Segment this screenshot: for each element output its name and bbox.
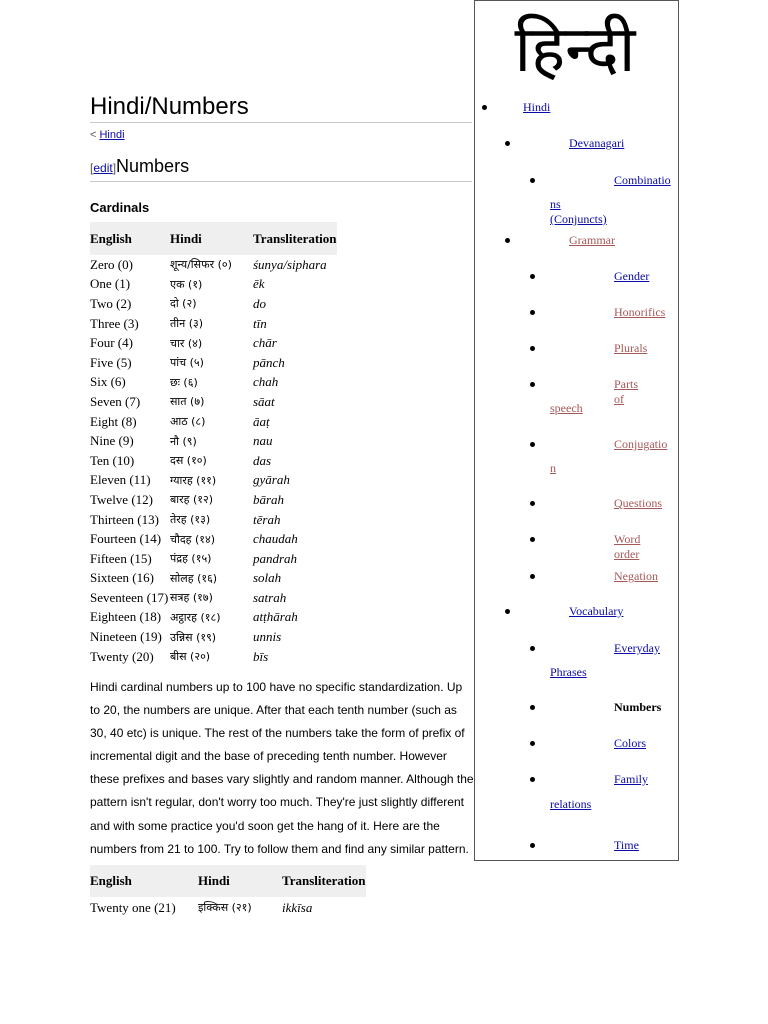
sidebar-link[interactable]: ns (Conjuncts) <box>550 197 607 226</box>
table-row <box>90 569 337 589</box>
table-row <box>90 412 337 432</box>
cell-transliteration: tīn <box>253 315 267 331</box>
table-header-row <box>90 222 337 255</box>
cell-hindi: सत्रह (१७) <box>170 591 213 605</box>
cell-hindi: दस (१०) <box>170 454 207 468</box>
cell-english: Fifteen (15) <box>90 550 152 566</box>
cell-english: Seven (7) <box>90 393 141 409</box>
cell-hindi: शून्य/सिफर (०) <box>170 258 232 272</box>
cell-english: Eight (8) <box>90 413 137 429</box>
bullet-icon <box>530 346 535 351</box>
sidebar-link[interactable]: Vocabulary <box>569 604 624 618</box>
cell-transliteration: nau <box>253 433 273 449</box>
bullet-icon <box>505 609 510 614</box>
edit-link[interactable]: edit <box>93 161 113 175</box>
cell-hindi: चार (४) <box>170 336 203 350</box>
cell-transliteration: atṭhārah <box>253 609 298 625</box>
table-row <box>90 353 337 373</box>
bullet-icon <box>530 646 535 651</box>
cell-hindi: सोलह (१६) <box>170 571 218 585</box>
col-header-transliteration: Transliteration <box>282 865 366 897</box>
breadcrumb-link-hindi[interactable]: Hindi <box>99 129 125 141</box>
cell-hindi: तीन (३) <box>170 317 204 331</box>
table-row <box>90 333 337 353</box>
breadcrumb-prefix: < <box>90 129 100 141</box>
bullet-icon <box>530 382 535 387</box>
cell-transliteration: pānch <box>253 354 285 370</box>
table-row <box>90 529 337 549</box>
sidebar-link[interactable]: speech <box>550 401 583 415</box>
table-row <box>90 608 337 628</box>
sidebar-link[interactable]: relations <box>550 797 592 811</box>
sidebar-link[interactable]: Parts of <box>614 377 638 406</box>
hindi-navigation-box <box>474 0 679 861</box>
cell-transliteration: tērah <box>253 511 281 527</box>
cell-english: Twelve (12) <box>90 491 153 507</box>
sidebar-link: Numbers <box>614 700 662 714</box>
sidebar-link[interactable]: Plurals <box>614 341 648 355</box>
numbers-paragraph: Hindi cardinal numbers up to 100 have no specific standardization. Up to 20, the numbers are unique. After that each tenth number (such as 30, 40 etc) is unique. The rest of the numbers take the form of prefix of incremental digit and the base of preceding tenth number. However these prefixes and bases vary slightly and random manner. Although the pattern isn't regular, don't worry too much. They're just slightly different and with some practice you'd soon get the hang of it. Here are the numbers from 21 to 100. Try to follow them and find any similar pattern. <box>90 680 474 856</box>
table-header-row <box>90 865 366 897</box>
table-row <box>90 451 337 471</box>
cell-english: Nine (9) <box>90 433 134 449</box>
sidebar-link[interactable]: Family <box>614 772 649 786</box>
sidebar-link[interactable]: Grammar <box>569 233 615 247</box>
logo-text: हिन्दी <box>514 13 636 87</box>
cell-hindi: बीस (२०) <box>170 650 211 664</box>
cell-english: Zero (0) <box>90 256 133 272</box>
cell-hindi: ग्यारह (११) <box>170 473 217 487</box>
sidebar-link[interactable]: Word order <box>614 532 641 561</box>
cell-english: Sixteen (16) <box>90 570 154 586</box>
bullet-icon <box>530 310 535 315</box>
cell-hindi: पांच (५) <box>170 356 204 370</box>
table-row <box>90 294 337 314</box>
cell-hindi: छः (६) <box>170 375 198 389</box>
table-row <box>90 392 337 412</box>
cell-english: Twenty (20) <box>90 648 154 664</box>
table-row <box>90 471 337 491</box>
bullet-icon <box>482 105 487 110</box>
sidebar-link[interactable]: Time <box>614 838 639 852</box>
bullet-icon <box>530 537 535 542</box>
edit-link-wrapper: [edit] <box>90 161 117 175</box>
cell-hindi: नौ (९) <box>170 434 197 448</box>
cardinals-label: Cardinals <box>90 200 150 215</box>
cell-transliteration: chār <box>253 335 277 351</box>
table-row <box>90 588 337 608</box>
col-header-english: English <box>90 222 170 255</box>
bullet-icon <box>530 705 535 710</box>
col-header-hindi: Hindi <box>170 222 253 255</box>
table-row <box>90 314 337 334</box>
cell-english: Fourteen (14) <box>90 531 162 547</box>
table-row <box>90 275 337 295</box>
cell-english: Nineteen (19) <box>90 629 162 645</box>
bullet-icon <box>530 741 535 746</box>
sidebar-link[interactable]: Questions <box>614 496 662 510</box>
sidebar-link[interactable]: Phrases <box>550 665 587 679</box>
cell-english: Thirteen (13) <box>90 511 159 527</box>
cell-transliteration: śunya/siphara <box>253 256 327 272</box>
cell-hindi: दो (२) <box>170 297 197 311</box>
sidebar-link[interactable]: Colors <box>614 736 647 750</box>
table-row <box>90 431 337 451</box>
sidebar-link[interactable]: Everyday <box>614 641 660 655</box>
cell-transliteration: ēk <box>253 276 265 292</box>
cell-hindi: इक्किस (२१) <box>198 901 252 914</box>
cell-transliteration: pandrah <box>253 550 298 566</box>
bullet-icon <box>530 178 535 183</box>
bullet-icon <box>505 141 510 146</box>
cell-hindi: तेरह (१३) <box>170 513 211 527</box>
sidebar-link[interactable]: Gender <box>614 269 650 283</box>
cell-hindi: अट्ठारह (१८) <box>170 610 221 624</box>
sidebar-link[interactable]: Honorifics <box>614 305 666 319</box>
sidebar-link[interactable]: Combinatio <box>614 173 671 187</box>
cell-english: One (1) <box>90 276 131 292</box>
col-header-transliteration: Transliteration <box>253 222 337 255</box>
cell-english: Twenty one (21) <box>90 899 176 915</box>
section-heading <box>90 156 472 182</box>
cell-english: Three (3) <box>90 315 139 331</box>
breadcrumb <box>90 129 125 141</box>
cell-english: Eleven (11) <box>90 472 151 488</box>
cell-hindi: एक (१) <box>170 277 203 291</box>
table-row <box>90 373 337 393</box>
sidebar-link[interactable]: n <box>550 461 556 475</box>
cell-transliteration: sāat <box>253 393 275 409</box>
bullet-icon <box>530 777 535 782</box>
table-row <box>90 490 337 510</box>
cell-english: Two (2) <box>90 295 132 311</box>
col-header-hindi: Hindi <box>198 865 282 897</box>
cell-transliteration: satrah <box>253 589 287 605</box>
sidebar-link[interactable]: Devanagari <box>569 136 625 150</box>
bullet-icon <box>530 501 535 506</box>
sidebar-link[interactable]: Hindi <box>523 100 551 114</box>
cell-hindi: पंद्रह (१५) <box>170 552 212 566</box>
table-row <box>90 897 366 918</box>
numbers-21-100-table <box>90 865 366 918</box>
cell-english: Six (6) <box>90 374 126 390</box>
sidebar-link[interactable]: Conjugatio <box>614 437 668 451</box>
cell-hindi: चौदह (१४) <box>170 532 216 546</box>
bullet-icon <box>530 442 535 447</box>
bullet-icon <box>530 843 535 848</box>
cardinals-table <box>90 222 337 666</box>
sidebar-link[interactable]: Negation <box>614 569 658 583</box>
bullet-icon <box>505 238 510 243</box>
table-row <box>90 549 337 569</box>
bullet-icon <box>530 574 535 579</box>
cell-hindi: बारह (१२) <box>170 493 213 507</box>
cell-hindi: उन्निस (१९) <box>170 630 217 644</box>
cell-transliteration: bārah <box>253 491 285 507</box>
hindi-script-logo <box>505 1 645 91</box>
cell-hindi: सात (७) <box>170 395 205 409</box>
cell-transliteration: unnis <box>253 629 282 645</box>
table-row <box>90 510 337 530</box>
cell-transliteration: do <box>253 295 266 311</box>
cell-transliteration: chaudah <box>253 531 298 547</box>
cell-transliteration: āaṭ <box>253 413 270 429</box>
cell-english: Eighteen (18) <box>90 609 162 625</box>
bullet-icon <box>530 274 535 279</box>
cell-transliteration: bīs <box>253 648 269 664</box>
cell-english: Ten (10) <box>90 452 135 468</box>
cell-transliteration: gyārah <box>253 472 290 488</box>
cell-english: Four (4) <box>90 335 133 351</box>
table-row <box>90 255 337 275</box>
cell-transliteration: ikkīsa <box>282 899 313 915</box>
page-title: Hindi/Numbers <box>90 92 472 123</box>
table-row <box>90 647 337 667</box>
cell-hindi: आठ (८) <box>170 415 206 429</box>
cell-transliteration: das <box>253 452 272 468</box>
cell-english: Five (5) <box>90 354 132 370</box>
cell-english: Seventeen (17) <box>90 589 169 605</box>
section-title: Numbers <box>116 156 190 176</box>
cell-transliteration: solah <box>253 570 282 586</box>
table-row <box>90 627 337 647</box>
col-header-english: English <box>90 865 198 897</box>
cell-transliteration: chah <box>253 374 279 390</box>
